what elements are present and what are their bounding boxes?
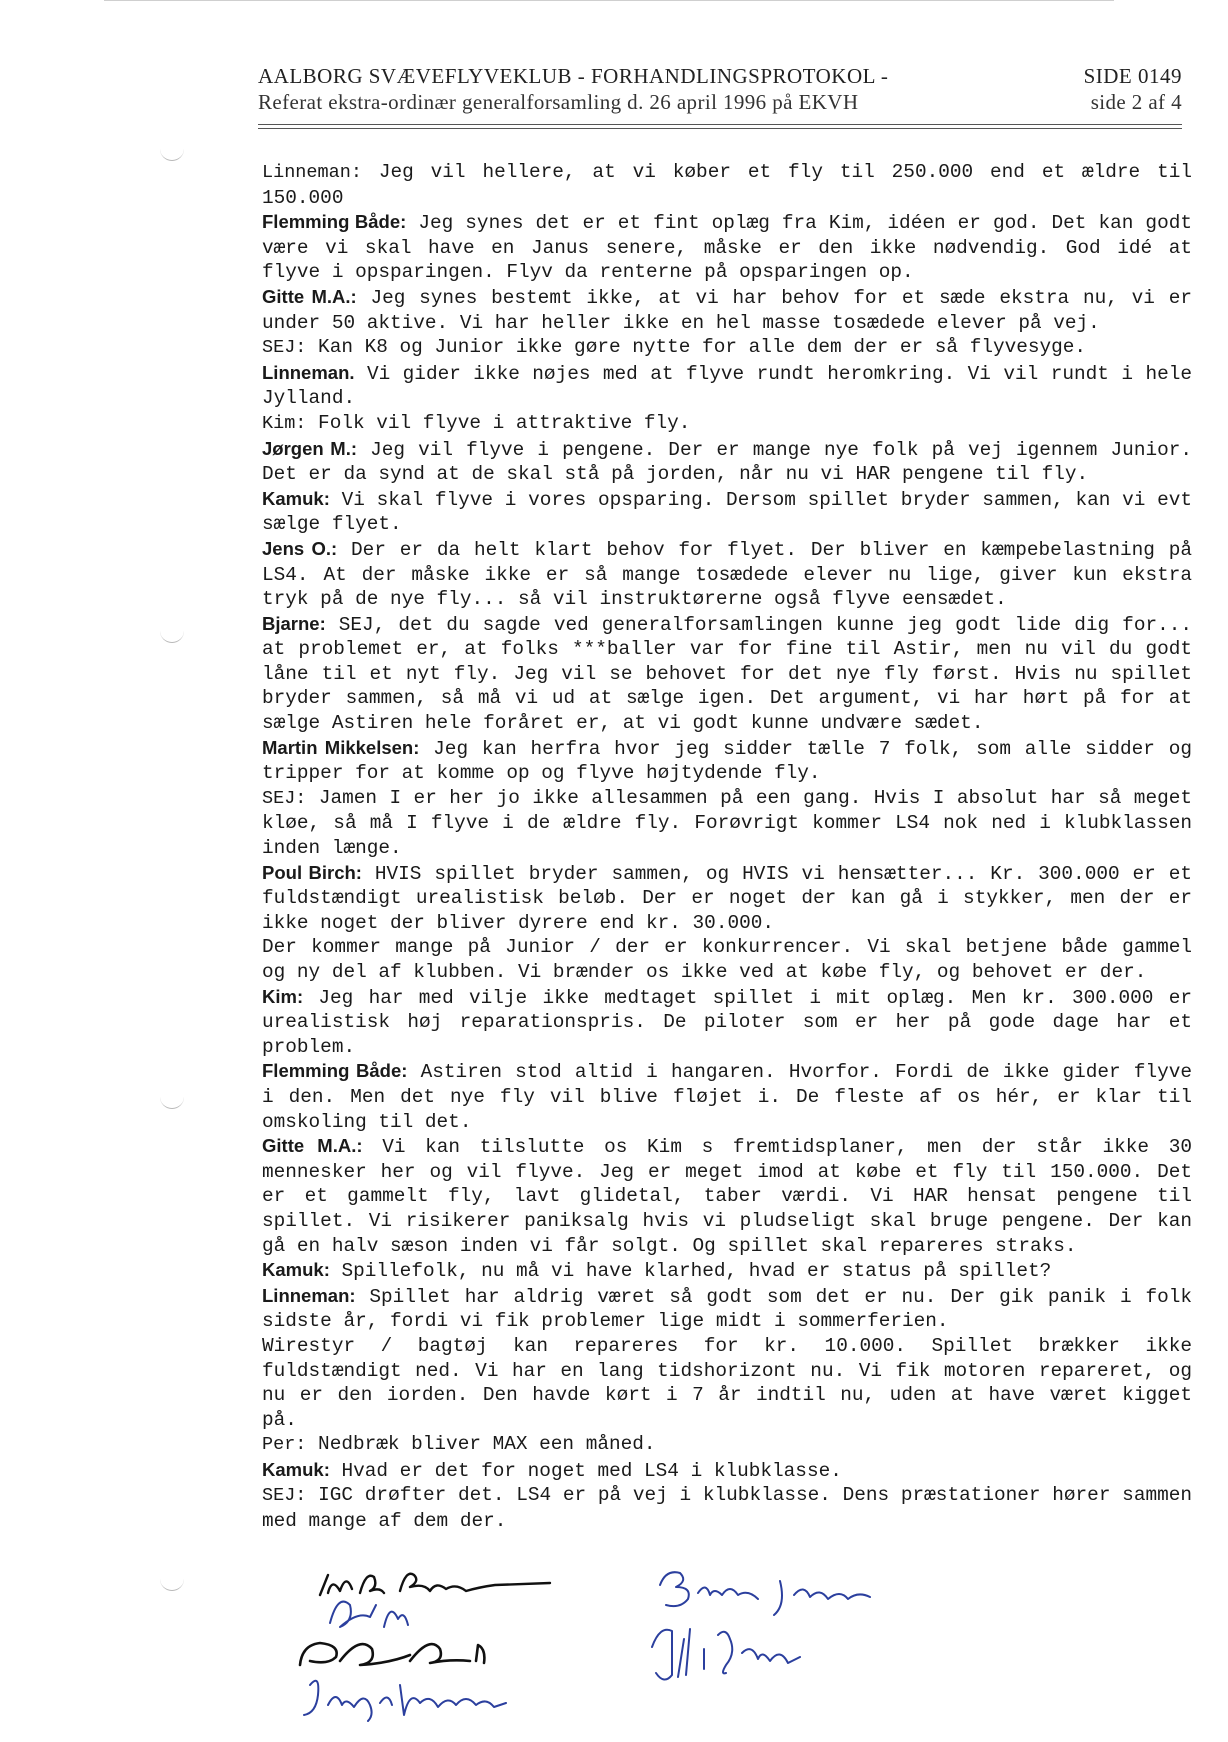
statement-text: Astiren stod altid i hangaren. Hvorfor. Fordi de ikke gider flyve i den. Men det nye fly vil blive fløjet i. De fleste af os hér, er klar til omskoling til det. [262, 1061, 1192, 1133]
speaker-name: Kim: [262, 412, 307, 434]
binder-hole-mark [160, 1576, 184, 1591]
speaker-name: Per: [262, 1434, 307, 1456]
speaker-name: Linneman: [262, 1284, 356, 1306]
statement-text: Der kommer mange på Junior / der er konkurrencer. Vi skal betjene både gammel og ny del af klubben. Vi brænder os ikke ved at købe fly, og behovet er der. [262, 936, 1192, 983]
speaker-name: Flemming Både: [262, 211, 407, 233]
statement-text: Jeg har med vilje ikke medtaget spillet i mit oplæg. Men kr. 300.000 er urealistisk høj reparationspris. De piloter som er her på gode dage har et problem. [262, 986, 1192, 1058]
minutes-entry [262, 1059, 1192, 1134]
minutes-entry [262, 411, 1192, 437]
minutes-entry [262, 1458, 1192, 1484]
speaker-name: Kamuk: [262, 1259, 330, 1281]
minutes-entry [262, 612, 1192, 736]
minutes-entry [262, 487, 1192, 537]
speaker-name: Kamuk: [262, 1458, 330, 1480]
minutes-entry [262, 285, 1192, 335]
protocol-title: AALBORG SVÆVEFLYVEKLUB - FORHANDLINGSPROTOKOL - [258, 64, 889, 88]
statement-text: Jeg vil flyve i pengene. Der er mange nye folk på vej igennem Junior. Det er da synd at de skal stå på jorden, når nu vi HAR pengene til fly. [262, 438, 1192, 486]
statement-text: Nedbræk bliver MAX een måned. [306, 1433, 656, 1456]
speaker-name: Bjarne: [262, 612, 326, 634]
speaker-name: Linneman. [262, 361, 355, 383]
statement-text: Spillefolk, nu må vi have klarhed, hvad er status på spillet? [329, 1260, 1052, 1283]
minutes-entry [262, 1483, 1192, 1533]
header-row-2 [258, 90, 1182, 115]
header-rule [258, 124, 1182, 129]
minutes-entry [262, 361, 1192, 411]
speaker-name: Kamuk: [262, 487, 330, 509]
meeting-subtitle: Referat ekstra-ordinær generalforsamling d. 26 april 1996 på EKVH [258, 90, 859, 114]
speaker-name: Martin Mikkelsen: [262, 736, 420, 758]
signature-jorgen [304, 1681, 506, 1721]
statement-text: HVIS spillet bryder sammen, og HVIS vi hensætter... Kr. 300.000 er et fuldstændigt urealistisk beløb. Der er noget der kan gå i stykker, men der er ikke noget der bliver dyrere end kr. 30.000. [262, 862, 1192, 934]
minutes-entry [262, 1334, 1192, 1432]
statement-text: Jeg vil hellere, at vi køber et fly til 250.000 end et ældre til 150.000 [262, 161, 1192, 209]
speaker-name: Flemming Både: [262, 1060, 408, 1082]
minutes-body [262, 160, 1192, 1534]
signature-kim [320, 1574, 550, 1595]
signature-gitte-2 [652, 1629, 800, 1680]
speaker-name: Gitte M.A.: [262, 1135, 363, 1157]
minutes-entry [262, 1258, 1192, 1284]
minutes-entry [262, 985, 1192, 1060]
minutes-entry [262, 736, 1192, 786]
statement-text: Jeg synes bestemt ikke, at vi har behov for et sæde ekstra nu, vi er under 50 aktive. Vi har heller ikke en hel masse tosædede elever på vej. [262, 286, 1192, 334]
page-number: SIDE 0149 [1083, 64, 1182, 88]
minutes-entry [262, 210, 1192, 285]
binder-hole-mark [160, 146, 184, 161]
statement-text: SEJ, det du sagde ved generalforsamlingen kunne jeg godt lide dig for... at problemet er, at folks ***baller var for fine til Astir, men nu vil du godt låne til et nyt fly. Jeg vil se behovet for det nye fly først. Hvis nu spillet bryder sammen, så må vi ud at sælge igen. Det argument, vi har hørt på for at sælge Astiren hele foråret er, at vi godt kunne undvære sædet. [262, 613, 1192, 735]
minutes-entry [262, 786, 1192, 861]
minutes-entry [262, 160, 1192, 210]
minutes-entry [262, 437, 1192, 487]
speaker-name: SEJ: [262, 1485, 307, 1507]
document-header [258, 64, 1182, 115]
speaker-name: Linneman: [262, 162, 362, 183]
statement-text: Spillet har aldrig været så godt som det er nu. Der gik panik i folk sidste år, fordi vi fik problemer lige midt i sommerferien. [262, 1285, 1192, 1333]
statement-text: Hvad er det for noget med LS4 i klubklasse. [329, 1459, 842, 1482]
speaker-name: SEJ: [262, 337, 307, 359]
signatures-area [280, 1565, 980, 1735]
signature-poul [300, 1643, 484, 1665]
statement-text: Vi gider ikke nøjes med at flyve rundt heromkring. Vi vil rundt i hele Jylland. [262, 362, 1192, 410]
statement-text: Folk vil flyve i attraktive fly. [306, 411, 691, 434]
speaker-name: Gitte M.A.: [262, 285, 357, 307]
statement-text: Jeg kan herfra hvor jeg sidder tælle 7 folk, som alle sidder og tripper for at komme op og flyve højtydende fly. [262, 737, 1192, 785]
statement-text: Vi kan tilslutte os Kim s fremtidsplaner, men der står ikke 30 mennesker her og vil flyve. Jeg er meget imod at købe et fly til 150.000. Det er et gammelt fly, lavt glidetal, taber værdi. Vi HAR hensat pengene til spillet. Vi risikerer paniksalg hvis vi pludseligt skal bruge pengene. Der kan gå en halv sæson inden vi får solgt. Og spillet skal repareres straks. [262, 1136, 1192, 1257]
statement-text: Wirestyr / bagtøj kan repareres for kr. 10.000. Spillet brækker ikke fuldstændigt ned. Vi har en lang tidshorizont nu. Vi fik motoren repareret, og nu er den iorden. Den havde kørt i 7 år indtil nu, uden at have været kigget på. [262, 1334, 1192, 1431]
statement-text: Jamen I er her jo ikke allesammen på een gang. Hvis I absolut har så meget kløe, så må I flyve i de ældre fly. Forøvrigt kommer LS4 nok ned i klubklassen inden længe. [262, 786, 1192, 860]
page-of: side 2 af 4 [1090, 90, 1182, 114]
page-top-edge [104, 0, 1114, 1]
statement-text: Der er da helt klart behov for flyet. Der bliver en kæmpebelastning på LS4. At der måske ikke er så mange tosædede elever nu lige, giver kun ekstra tryk på de nye fly... så vil instruktørerne også flyve eensædet. [262, 538, 1192, 611]
speaker-name: Jørgen M.: [262, 437, 357, 459]
statement-text: IGC drøfter det. LS4 er på vej i klubklasse. Dens præstationer hører sammen med mange af dem der. [262, 1484, 1192, 1533]
signature-bjarne [660, 1572, 870, 1615]
minutes-entry [262, 335, 1192, 361]
minutes-entry [262, 1284, 1192, 1334]
signature-gitte [330, 1602, 408, 1627]
speaker-name: SEJ: [262, 787, 307, 809]
statement-text: Jeg synes det er et fint oplæg fra Kim, idéen er god. Det kan godt være vi skal have en Janus senere, måske er den ikke nødvendig. God idé at flyve i opsparingen. Flyv da renterne på opsparingen op. [262, 212, 1192, 284]
speaker-name: Poul Birch: [262, 861, 362, 883]
header-row-1 [258, 64, 1182, 89]
speaker-name: Jens O.: [262, 537, 338, 559]
minutes-entry [262, 1432, 1192, 1458]
minutes-entry [262, 935, 1192, 984]
minutes-entry [262, 861, 1192, 936]
statement-text: Vi skal flyve i vores opsparing. Dersom spillet bryder sammen, kan vi evt sælge flyet. [262, 488, 1192, 536]
binder-hole-mark [160, 628, 184, 643]
minutes-entry [262, 1134, 1192, 1258]
binder-hole-mark [160, 1094, 184, 1109]
speaker-name: Kim: [262, 985, 304, 1007]
minutes-entry [262, 537, 1192, 612]
statement-text: Kan K8 og Junior ikke gøre nytte for alle dem der er så flyvesyge. [306, 336, 1087, 359]
signature-scribbles [280, 1565, 980, 1735]
